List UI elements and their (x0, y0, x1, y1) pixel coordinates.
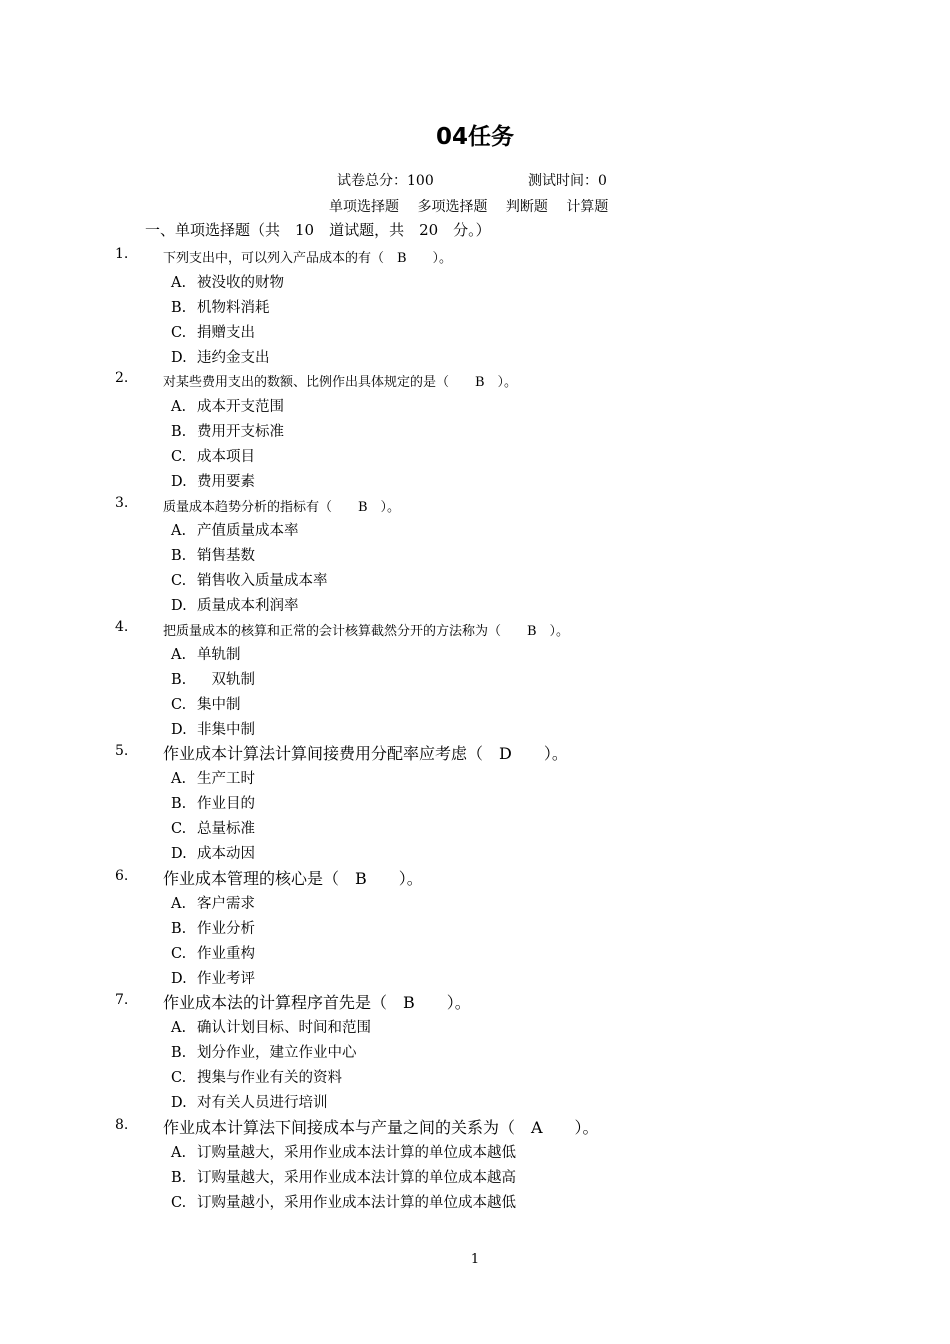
question-text: 作业成本计算法下间接成本与产量之间的关系为（ A ）。 (163, 1118, 599, 1137)
page-title: 04任务 (435, 124, 514, 150)
option-c: C. 总量标准 (171, 821, 255, 837)
option-b: B. 作业目的 (171, 796, 255, 812)
option-a: A. 单轨制 (171, 647, 241, 663)
question-number: 1. (115, 246, 129, 262)
option-d: D. 非集中制 (171, 722, 255, 738)
option-c: C. 集中制 (171, 697, 241, 713)
question-number: 5. (115, 743, 129, 759)
option-d: D. 质量成本利润率 (171, 598, 299, 614)
option-b: B. 销售基数 (171, 548, 255, 564)
option-b: B. 费用开支标准 (171, 424, 284, 440)
option-b: B. 订购量越大，采用作业成本法计算的单位成本越高 (171, 1170, 516, 1186)
option-a: A. 确认计划目标、时间和范围 (171, 1020, 371, 1036)
question-text: 作业成本计算法计算间接费用分配率应考虑（ D ）。 (163, 744, 568, 763)
question-text: 把质量成本的核算和正常的会计核算截然分开的方法称为（ B ）。 (163, 624, 570, 639)
option-a: A. 客户需求 (171, 896, 255, 912)
option-b: B. 划分作业，建立作业中心 (171, 1045, 357, 1061)
option-a: A. 订购量越大，采用作业成本法计算的单位成本越低 (171, 1145, 516, 1161)
section-nav (329, 196, 622, 216)
option-a: A. 生产工时 (171, 771, 255, 787)
total-score: 试卷总分：100 (337, 173, 434, 189)
option-d: D. 费用要素 (171, 474, 255, 490)
question-text: 质量成本趋势分析的指标有（ B ）。 (163, 500, 401, 515)
nav-link-calculation[interactable]: 计算题 (566, 199, 609, 215)
question-text: 下列支出中，可以列入产品成本的有（ B ）。 (163, 251, 453, 266)
page-number: 1 (470, 1252, 480, 1267)
question-number: 7. (115, 992, 129, 1008)
question-number: 6. (115, 868, 129, 884)
option-d: D. 违约金支出 (171, 350, 270, 366)
option-c: C. 搜集与作业有关的资料 (171, 1070, 342, 1086)
option-d: D. 成本动因 (171, 846, 255, 862)
option-c: C. 捐赠支出 (171, 325, 255, 341)
nav-link-single-choice[interactable]: 单项选择题 (329, 199, 399, 215)
question-number: 8. (115, 1117, 129, 1133)
option-a: A. 产值质量成本率 (171, 523, 299, 539)
option-c: C. 销售收入质量成本率 (171, 573, 328, 589)
nav-link-true-false[interactable]: 判断题 (505, 199, 548, 215)
question-number: 2. (115, 370, 129, 386)
nav-link-multiple-choice[interactable]: 多项选择题 (417, 199, 488, 215)
option-a: A. 成本开支范围 (171, 399, 284, 415)
option-b: B. 机物料消耗 (171, 300, 270, 316)
question-text: 作业成本管理的核心是（ B ）。 (163, 869, 423, 888)
option-a: A. 被没收的财物 (171, 275, 284, 291)
option-c: C. 成本项目 (171, 449, 255, 465)
option-c: C. 订购量越小，采用作业成本法计算的单位成本越低 (171, 1195, 516, 1211)
option-b: B. 作业分析 (171, 921, 255, 937)
option-b: B. 双轨制 (171, 672, 255, 688)
option-c: C. 作业重构 (171, 946, 255, 962)
question-text: 作业成本法的计算程序首先是（ B ）。 (163, 993, 471, 1012)
question-number: 4. (115, 619, 129, 635)
option-d: D. 对有关人员进行培训 (171, 1095, 328, 1111)
option-d: D. 作业考评 (171, 971, 255, 987)
test-time: 测试时间：0 (528, 173, 607, 189)
question-text: 对某些费用支出的数额、比例作出具体规定的是（ B ）。 (163, 375, 518, 390)
section-heading: 一、单项选择题（共 10 道试题，共 20 分。） (145, 221, 491, 239)
question-number: 3. (115, 495, 129, 511)
